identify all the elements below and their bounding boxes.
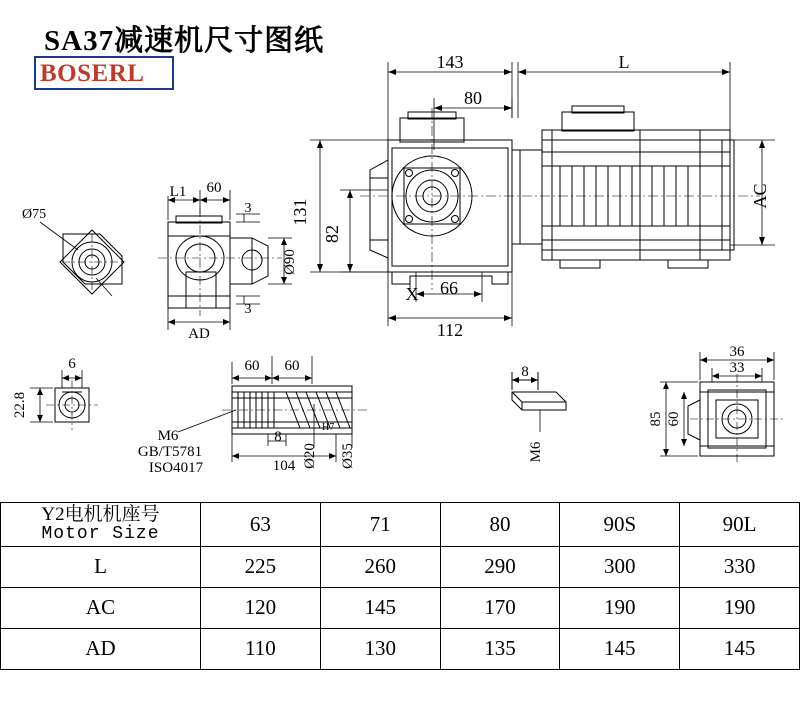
motor-body (542, 106, 734, 268)
label-h7: H7 (322, 422, 335, 433)
cell-L-90L: 330 (680, 546, 800, 587)
header-size-3: 90S (560, 503, 680, 547)
cell-L-71: 260 (320, 546, 440, 587)
header-motor-size (1, 503, 201, 547)
cell-AD-80: 135 (440, 628, 560, 669)
key-detail-view (512, 372, 566, 432)
cell-AC-80: 170 (440, 587, 560, 628)
side-view-housing (158, 208, 282, 316)
table-row (1, 628, 800, 669)
header-size-4: 90L (680, 503, 800, 547)
cell-AD-90L: 145 (680, 628, 800, 669)
label-22-8: 22.8 (12, 391, 28, 419)
row-label-AD: AD (1, 628, 201, 669)
label-3-top: 3 (244, 201, 252, 216)
label-d75: Ø75 (22, 207, 47, 222)
header-size-0: 63 (201, 503, 321, 547)
page-title: SA37减速机尺寸图纸 (44, 25, 325, 57)
header-size-2: 80 (440, 503, 560, 547)
label-8-key: 8 (521, 364, 529, 380)
label-d35: Ø35 (340, 443, 356, 469)
label-66: 66 (440, 278, 458, 298)
label-60-flange: 60 (666, 411, 682, 427)
cell-AC-90L: 190 (680, 587, 800, 628)
label-60-a: 60 (244, 358, 260, 374)
cell-AD-71: 130 (320, 628, 440, 669)
header-label-cn: Y2电机机座号 (41, 504, 160, 525)
label-60-side: 60 (206, 180, 222, 196)
brand-logo: BOSERL (40, 60, 145, 87)
table-header-row (1, 503, 800, 547)
cell-L-90S: 300 (560, 546, 680, 587)
label-36: 36 (729, 344, 745, 360)
label-X: X (405, 284, 419, 304)
cell-L-80: 290 (440, 546, 560, 587)
cell-AD-63: 110 (201, 628, 321, 669)
spec-table (0, 502, 800, 670)
label-143: 143 (436, 52, 464, 72)
label-3-bottom: 3 (244, 302, 252, 317)
label-104: 104 (272, 458, 296, 474)
label-8-shaft: 8 (274, 429, 282, 445)
table-row (1, 546, 800, 587)
cell-AC-63: 120 (201, 587, 321, 628)
label-82: 82 (322, 225, 342, 243)
row-label-L: L (1, 546, 201, 587)
label-AD: AD (188, 326, 210, 342)
hollow-shaft-view (178, 386, 368, 434)
label-6: 6 (68, 356, 76, 372)
bottom-right-view (688, 374, 784, 464)
row-label-AC: AC (1, 587, 201, 628)
label-112: 112 (436, 320, 464, 340)
label-80: 80 (464, 88, 482, 108)
label-85: 85 (648, 411, 664, 427)
label-L: L (618, 52, 630, 72)
cell-L-63: 225 (201, 546, 321, 587)
cell-AD-90S: 145 (560, 628, 680, 669)
label-AC: AC (750, 183, 770, 209)
label-d20: Ø20 (302, 443, 318, 469)
dim-131 (310, 140, 388, 272)
cell-AC-71: 145 (320, 587, 440, 628)
flange-diamond-view (40, 222, 126, 296)
header-label-en: Motor Size (41, 523, 160, 544)
label-60-b: 60 (284, 358, 300, 374)
dim-82 (340, 190, 388, 272)
cell-AC-90S: 190 (560, 587, 680, 628)
label-131: 131 (290, 198, 310, 226)
label-iso: ISO4017 (148, 460, 204, 476)
table-row (1, 587, 800, 628)
header-size-1: 71 (320, 503, 440, 547)
label-gbt: GB/T5781 (137, 444, 203, 460)
label-M6: M6 (157, 428, 179, 444)
key-end-view (46, 380, 98, 430)
label-d90: Ø90 (282, 249, 298, 275)
label-33: 33 (729, 360, 745, 376)
motor-adapter (512, 150, 542, 244)
label-M6-key: M6 (528, 441, 544, 463)
dim-143 (388, 62, 512, 145)
label-L1: L1 (169, 184, 187, 200)
